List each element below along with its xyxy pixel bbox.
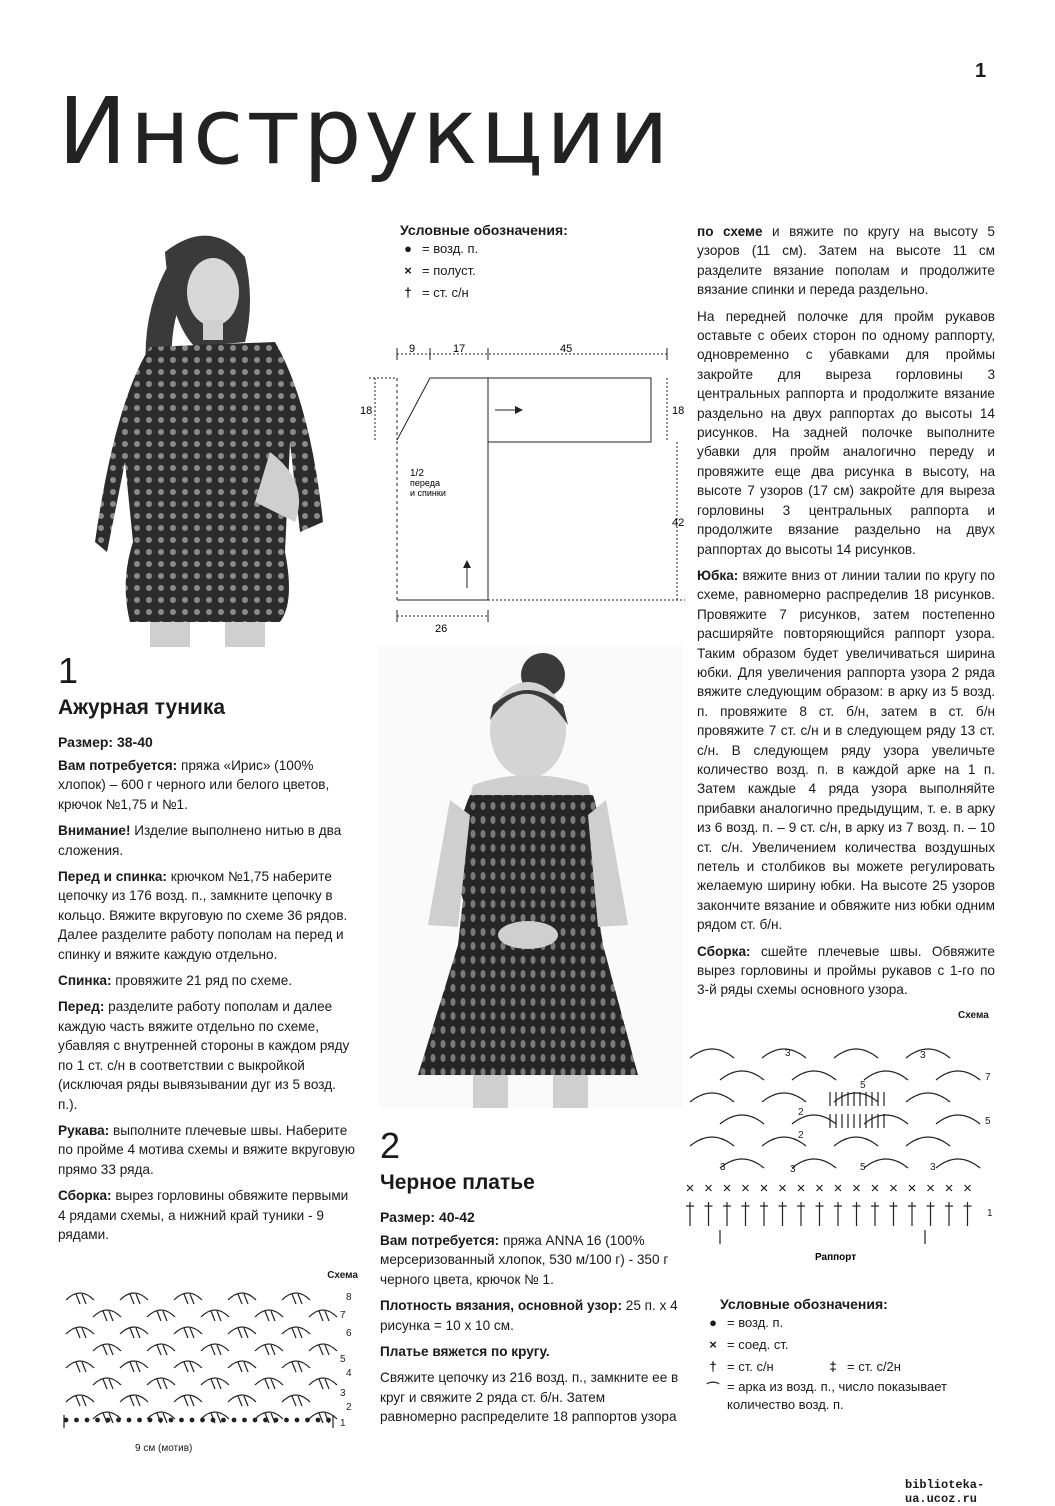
chain-arc	[690, 1049, 734, 1058]
paragraph: Плотность вязания, основной узор: 25 п. х 4 рисунка = 10 х 10 см.	[380, 1298, 678, 1333]
stitch-mark	[217, 1311, 221, 1321]
legend-bottom	[705, 1296, 1005, 1414]
stitch-mark	[130, 1362, 134, 1372]
diagram-label-line3: и спинки	[410, 488, 446, 498]
chain-arc	[309, 1378, 337, 1385]
item1-text	[58, 756, 358, 1244]
stitch-mark	[130, 1328, 134, 1338]
dim-26: 26	[435, 623, 448, 635]
chain-dot	[85, 1418, 89, 1422]
legend-item: † = ст. с/н ‡ = ст. с/2н	[705, 1356, 1005, 1378]
stitch-mark	[109, 1311, 113, 1321]
stitch-mark	[265, 1379, 269, 1389]
row-number: 8	[346, 1292, 352, 1303]
chain-arc	[120, 1293, 148, 1300]
stitch-mark	[298, 1362, 302, 1372]
item2-number: 2	[380, 1125, 401, 1166]
stitch-mark	[244, 1294, 248, 1304]
legend-top	[400, 222, 660, 304]
chain-arc	[864, 1071, 908, 1080]
dim-9: 9	[409, 343, 416, 355]
stitch-mark	[244, 1396, 248, 1406]
stitch-mark	[244, 1328, 248, 1338]
chain-arc	[936, 1159, 980, 1168]
stitch-mark	[184, 1294, 188, 1304]
stitch-mark	[217, 1379, 221, 1389]
chain-stitch-icon: ●	[709, 1315, 717, 1330]
stitch-mark	[292, 1294, 296, 1304]
stitch-mark	[163, 1311, 167, 1321]
chain-arc	[228, 1327, 256, 1334]
chain-arc	[906, 1049, 950, 1058]
cross-stitch-mark	[817, 1185, 823, 1191]
arc-count-label: 3	[930, 1162, 936, 1173]
paragraph: На передней полочке для пройм рукавов оставьте с обеих сторон по одному раппорту, одновременно с убавками для проймы закройте для выреза горловины 3 центральных раппорта и продолжите вязание раздельно на двух раппортах до высоты 14 рисунков. На задней полочке выполните убавки для пройм аналогично переду и провяжите еще два рисунка в высоту, на высоте 7 узоров (17 см) закройте для выреза горловины 3 центральных раппорта и продолжите вязание раздельно на двух раппортах до высоты 14 рисунков.	[697, 308, 995, 557]
paragraph: по схеме и вяжите по кругу на высоту 5 узоров (11 см). Затем на высоте 11 см разделите вязание пополам и продолжите вязание спинки и переда раздельно.	[697, 224, 995, 298]
dim-45: 45	[560, 343, 573, 355]
page-title: Инструкции	[58, 78, 672, 185]
legend-item: ● = возд. п.	[705, 1312, 1005, 1334]
arc-icon: ⌒	[706, 1381, 720, 1396]
stitch-mark	[76, 1328, 80, 1338]
stitch-mark	[238, 1328, 242, 1338]
chain-dot	[274, 1418, 278, 1422]
chain-dot	[211, 1418, 215, 1422]
paragraph: Спинка: провяжите 21 ряд по схеме.	[58, 973, 293, 989]
row-number: 4	[346, 1368, 352, 1379]
stitch-mark	[298, 1328, 302, 1338]
chain-arc	[174, 1395, 202, 1402]
stitch-mark	[109, 1345, 113, 1355]
cross-stitch-mark	[706, 1185, 712, 1191]
stitch-mark	[136, 1362, 140, 1372]
cross-stitch-mark	[761, 1185, 767, 1191]
row-number: 7	[340, 1310, 346, 1321]
stitch-mark	[103, 1345, 107, 1355]
item2-title: Черное платье	[380, 1171, 535, 1194]
chain-dot	[232, 1418, 236, 1422]
double-crochet-icon: †	[404, 285, 412, 300]
cross-stitch-mark	[724, 1185, 730, 1191]
chain-arc	[690, 1137, 734, 1146]
paragraph: Вам потребуется: пряжа ANNA 16 (100% мерсеризованный хлопок, 530 м/100 г) - 350 г черного цвета, крючок № 1.	[380, 1233, 669, 1287]
chain-arc	[864, 1159, 908, 1168]
stitch-mark	[103, 1379, 107, 1389]
dress-scheme-caption: Раппорт	[815, 1252, 857, 1263]
cross-stitch-icon: ×	[404, 263, 412, 278]
row-number: 1	[340, 1418, 346, 1429]
stitch-mark	[292, 1362, 296, 1372]
chain-arc	[834, 1137, 878, 1146]
stitch-mark	[163, 1345, 167, 1355]
item2-section	[380, 1125, 685, 1434]
paragraph: Перед: разделите работу пополам и далее каждую часть вяжите отдельно по схеме, убавляя с внутренней стороны в каждом ряду по 1 ст. с/н в соответствии с выкройкой (исключая ряды вывязывании дуг из 5 возд. п.).	[58, 999, 350, 1112]
paragraph: Юбка: вяжите вниз от линии талии по кругу по схеме, равномерно распределив 18 рисунков. Провяжите 7 рисунков, затем постепенно расширяйте повторяющийся раппорт узора. Таким образом будет увеличиваться ширина юбки. Для увеличения раппорта узора 2 ряда вяжите следующим образом: в арку из 5 возд. п. провяжите 8 ст. б/н, затем в ст. б/н провяжите 7 ст. с/н и в следующем ряду 13 ст. с/н. В следующем ряду узора увеличьте количество возд. п. в каждой арке на 1 п. Затем каждые 4 ряда узора выполняйте прибавки аналогично предыдущим, т. е. в арку из 6 возд. п. – 9 ст. с/н, в арку из 7 возд. п. – 10 ст. с/н. Увеличением количества воздушных петель и столбиков вы можете регулировать желаемую ширину юбки. На высоте 25 узоров закончите вязание и обвяжите низ юбки одним рядом ст. б/н.	[697, 567, 995, 933]
cross-stitch-mark	[743, 1185, 749, 1191]
chain-arc	[282, 1361, 310, 1368]
chain-dot	[75, 1418, 79, 1422]
diagram-label-line2: переда	[410, 478, 440, 488]
stitch-mark	[130, 1396, 134, 1406]
chain-arc	[201, 1378, 229, 1385]
stitch-mark	[292, 1328, 296, 1338]
stitch-mark	[238, 1362, 242, 1372]
chain-dot	[306, 1418, 310, 1422]
stitch-mark	[190, 1362, 194, 1372]
dim-right-18: 18	[672, 405, 685, 417]
chain-arc	[255, 1412, 283, 1419]
paragraph: Платье вяжется по кругу.	[380, 1344, 550, 1360]
stitch-mark	[292, 1396, 296, 1406]
cross-stitch-mark	[780, 1185, 786, 1191]
chain-dot	[64, 1418, 68, 1422]
stitch-mark	[76, 1396, 80, 1406]
chain-dot	[148, 1418, 152, 1422]
chain-arc	[120, 1361, 148, 1368]
cross-stitch-mark	[928, 1185, 934, 1191]
cross-stitch-mark	[909, 1185, 915, 1191]
stitch-mark	[76, 1362, 80, 1372]
chain-dot	[127, 1418, 131, 1422]
chain-arc	[201, 1412, 229, 1419]
item1-number: 1	[58, 650, 79, 691]
stitch-mark	[271, 1345, 275, 1355]
stitch-mark	[109, 1379, 113, 1389]
stitch-mark	[190, 1328, 194, 1338]
chain-arc	[201, 1344, 229, 1351]
chain-arc	[228, 1293, 256, 1300]
cross-stitch-mark	[687, 1185, 693, 1191]
stitch-mark	[211, 1311, 215, 1321]
chain-dot	[253, 1418, 257, 1422]
chain-dot	[159, 1418, 163, 1422]
stitch-mark	[325, 1379, 329, 1389]
chain-dot	[96, 1418, 100, 1422]
chain-arc	[93, 1344, 121, 1351]
dress-photo	[378, 645, 683, 1108]
legend-item: † = ст. с/н	[400, 282, 660, 304]
chain-arc	[255, 1344, 283, 1351]
tunic-photo	[95, 222, 325, 647]
legend-item: × = соед. ст.	[705, 1334, 1005, 1356]
chain-arc	[792, 1159, 836, 1168]
chain-arc	[834, 1049, 878, 1058]
column3-text	[697, 222, 995, 1007]
stitch-mark	[103, 1311, 107, 1321]
stitch-mark	[271, 1311, 275, 1321]
chain-arc	[720, 1115, 764, 1124]
stitch-mark	[238, 1396, 242, 1406]
stitch-mark	[82, 1362, 86, 1372]
stitch-mark	[319, 1345, 323, 1355]
chain-dot	[264, 1418, 268, 1422]
chain-stitch-icon: ●	[404, 241, 412, 256]
dim-left-18: 18	[360, 405, 373, 417]
chain-dot	[295, 1418, 299, 1422]
stitch-mark	[157, 1379, 161, 1389]
chain-arc	[66, 1395, 94, 1402]
page-number: 1	[975, 60, 987, 82]
row-number: 6	[346, 1328, 352, 1339]
paragraph: Сборка: вырез горловины обвяжите первыми 4 рядами схемы, а нижний край туники - 9 рядами.	[58, 1188, 349, 1242]
chain-arc	[255, 1310, 283, 1317]
chain-arc	[66, 1293, 94, 1300]
chain-arc	[201, 1310, 229, 1317]
chain-arc	[66, 1361, 94, 1368]
legend-item: × = полуст.	[400, 260, 660, 282]
chain-dot	[180, 1418, 184, 1422]
chain-dot	[327, 1418, 331, 1422]
chain-arc	[282, 1327, 310, 1334]
cross-stitch-mark	[872, 1185, 878, 1191]
chain-arc	[93, 1378, 121, 1385]
stitch-mark	[271, 1379, 275, 1389]
arc-count-label: 2	[798, 1107, 804, 1118]
chain-arc	[309, 1344, 337, 1351]
treble-crochet-icon: ‡	[829, 1359, 837, 1374]
chain-arc	[255, 1378, 283, 1385]
stitch-mark	[136, 1396, 140, 1406]
row-number: 5	[340, 1354, 346, 1365]
chain-dot	[201, 1418, 205, 1422]
row-number: 7	[985, 1072, 991, 1083]
chain-dot	[316, 1418, 320, 1422]
stitch-mark	[163, 1413, 167, 1423]
scheme-label: Схема	[327, 1270, 358, 1281]
chain-arc	[864, 1115, 908, 1124]
stitch-mark	[319, 1311, 323, 1321]
chain-arc	[792, 1071, 836, 1080]
cross-stitch-mark	[946, 1185, 952, 1191]
chain-arc	[66, 1327, 94, 1334]
dress-scheme	[680, 1030, 1000, 1265]
paragraph: Перед и спинка: крючком №1,75 наберите цепочку из 176 возд. п., замкните цепочку в кольцо. Вяжите вкруговую по схеме 36 рядов. Далее разделите работу пополам на перед и спинку и вяжите каждую отдельно.	[58, 869, 348, 962]
arc-count-label: 5	[860, 1080, 866, 1091]
chain-arc	[174, 1361, 202, 1368]
chain-dot	[222, 1418, 226, 1422]
arc-count-label: 3	[920, 1050, 926, 1061]
paragraph: Внимание! Изделие выполнено нитью в два сложения.	[58, 823, 342, 858]
row-number: 5	[985, 1116, 991, 1127]
chain-arc	[906, 1093, 950, 1102]
chain-dot	[285, 1418, 289, 1422]
chain-arc	[690, 1093, 734, 1102]
cross-stitch-mark	[854, 1185, 860, 1191]
chain-arc	[120, 1395, 148, 1402]
chain-arc	[93, 1310, 121, 1317]
stitch-mark	[265, 1345, 269, 1355]
arc-count-label: 2	[798, 1130, 804, 1141]
row-number: 1	[987, 1208, 993, 1219]
chain-arc	[174, 1327, 202, 1334]
stitch-mark	[184, 1396, 188, 1406]
legend-title: Условные обозначения:	[400, 222, 568, 238]
stitch-mark	[136, 1328, 140, 1338]
stitch-mark	[244, 1362, 248, 1372]
stitch-mark	[190, 1294, 194, 1304]
chain-arc	[720, 1071, 764, 1080]
arc-count-label: 3	[720, 1162, 726, 1173]
arc-count-label: 3	[785, 1048, 791, 1059]
item2-text	[380, 1231, 685, 1427]
stitch-mark	[319, 1379, 323, 1389]
stitch-mark	[184, 1362, 188, 1372]
cross-stitch-mark	[835, 1185, 841, 1191]
chain-dot	[106, 1418, 110, 1422]
chain-arc	[147, 1378, 175, 1385]
chain-arc	[228, 1361, 256, 1368]
stitch-mark	[190, 1396, 194, 1406]
stitch-mark	[76, 1294, 80, 1304]
chain-arc	[762, 1093, 806, 1102]
legend-item: ● = возд. п.	[400, 238, 660, 260]
chain-arc	[120, 1327, 148, 1334]
stitch-mark	[265, 1311, 269, 1321]
stitch-mark	[184, 1328, 188, 1338]
chain-arc	[906, 1137, 950, 1146]
stitch-mark	[325, 1311, 329, 1321]
stitch-mark	[238, 1294, 242, 1304]
stitch-mark	[136, 1294, 140, 1304]
dim-42: 42	[672, 517, 685, 529]
chain-arc	[282, 1293, 310, 1300]
dim-17: 17	[453, 343, 466, 355]
paragraph: Рукава: выполните плечевые швы. Наберите по пройме 4 мотива схемы и вяжите вкруговую прямо 33 ряда.	[58, 1122, 355, 1177]
chain-arc	[228, 1395, 256, 1402]
stitch-mark	[163, 1379, 167, 1389]
slip-stitch-icon: ×	[709, 1337, 717, 1352]
arc-count-label: 3	[790, 1164, 796, 1175]
chain-arc	[762, 1049, 806, 1058]
chain-dot	[169, 1418, 173, 1422]
stitch-mark	[157, 1345, 161, 1355]
chain-arc	[174, 1293, 202, 1300]
cross-stitch-mark	[798, 1185, 804, 1191]
chain-arc	[309, 1310, 337, 1317]
row-number: 3	[340, 1388, 346, 1399]
stitch-mark	[82, 1294, 86, 1304]
double-crochet-icon: †	[709, 1359, 717, 1374]
stitch-mark	[217, 1413, 221, 1423]
row-number: 2	[346, 1402, 352, 1413]
chain-dot	[138, 1418, 142, 1422]
item1-size: Размер: 38-40	[58, 734, 153, 750]
legend-item: ⌒ = арка из возд. п., число показывает количество возд. п.	[706, 1379, 947, 1412]
cross-stitch-mark	[891, 1185, 897, 1191]
stitch-mark	[211, 1379, 215, 1389]
stitch-mark	[82, 1396, 86, 1406]
chain-dot	[117, 1418, 121, 1422]
chain-arc	[720, 1159, 764, 1168]
stitch-mark	[157, 1311, 161, 1321]
tunic-scheme-caption: 9 см (мотив)	[135, 1443, 193, 1454]
chain-arc	[282, 1395, 310, 1402]
chain-arc	[936, 1071, 980, 1080]
stitch-mark	[130, 1294, 134, 1304]
stitch-mark	[217, 1345, 221, 1355]
tunic-scheme	[58, 1270, 363, 1430]
stitch-mark	[298, 1294, 302, 1304]
item1-title: Ажурная туника	[58, 696, 226, 719]
paragraph: Свяжите цепочку из 216 возд. п., замкните ее в круг и свяжите 2 ряда ст. б/н. Затем равномерно распределите 18 раппортов узора	[380, 1370, 679, 1425]
arc-count-label: 5	[860, 1162, 866, 1173]
item1-section	[58, 650, 358, 1251]
diagram-label-line1: 1/2	[410, 468, 424, 479]
cross-stitch-mark	[965, 1185, 971, 1191]
legend-title: Условные обозначения:	[720, 1296, 888, 1312]
stitch-mark	[298, 1396, 302, 1406]
item2-size: Размер: 40-42	[380, 1209, 475, 1225]
watermark-url: biblioteka-ua.ucoz.ru	[905, 1478, 985, 1506]
paragraph: Вам потребуется: пряжа «Ирис» (100% хлопок) – 600 г черного или белого цветов, крючок №1,75 и №1.	[58, 758, 330, 812]
chain-arc	[147, 1344, 175, 1351]
paragraph: Сборка: сшейте плечевые швы. Обвяжите вырез горловины и проймы рукавов с 1-го по 3-й ряды схемы основного узора.	[697, 943, 995, 998]
stitch-mark	[211, 1345, 215, 1355]
chain-dot	[190, 1418, 194, 1422]
garment-pattern-diagram	[355, 340, 690, 640]
chain-arc	[147, 1310, 175, 1317]
dress-scheme-label: Схема	[958, 1010, 989, 1021]
stitch-mark	[325, 1345, 329, 1355]
chain-dot	[243, 1418, 247, 1422]
stitch-mark	[82, 1328, 86, 1338]
chain-arc	[936, 1115, 980, 1124]
